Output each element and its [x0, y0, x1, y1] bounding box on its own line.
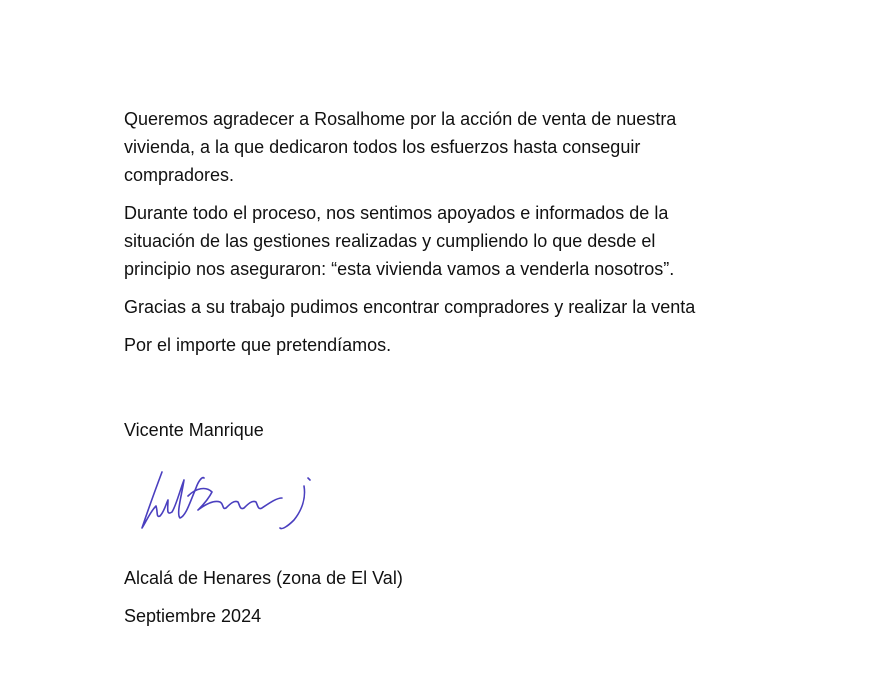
- paragraph-thanks-line-1: Queremos agradecer a Rosalhome por la acción de venta de nuestra: [124, 109, 677, 129]
- signature-stroke-4: [308, 478, 310, 480]
- signature-stroke-1: [142, 472, 204, 528]
- signature-stroke-2: [188, 489, 282, 510]
- paragraph-thanks-line-3: compradores.: [124, 165, 235, 185]
- paragraph-process: [124, 199, 824, 283]
- signing-place: Alcalá de Henares (zona de El Val): [124, 568, 403, 588]
- paragraph-thanks-line-2: vivienda, a la que dedicaron todos los esfuerzos hasta conseguir: [124, 137, 641, 157]
- letter-body: [124, 105, 824, 369]
- signer-name: Vicente Manrique: [124, 420, 264, 440]
- signature-stroke-3: [280, 486, 305, 529]
- paragraph-result: Gracias a su trabajo pudimos encontrar compradores y realizar la venta: [124, 297, 696, 317]
- handwritten-signature: [136, 466, 326, 538]
- signing-date: Septiembre 2024: [124, 606, 262, 626]
- paragraph-process-line-2: situación de las gestiones realizadas y cumpliendo lo que desde el: [124, 231, 656, 251]
- paragraph-price: Por el importe que pretendíamos.: [124, 335, 392, 355]
- paragraph-thanks: [124, 105, 824, 189]
- paragraph-process-line-1: Durante todo el proceso, nos sentimos apoyados e informados de la: [124, 203, 669, 223]
- paragraph-process-line-3: principio nos aseguraron: “esta vivienda vamos a venderla nosotros”.: [124, 259, 675, 279]
